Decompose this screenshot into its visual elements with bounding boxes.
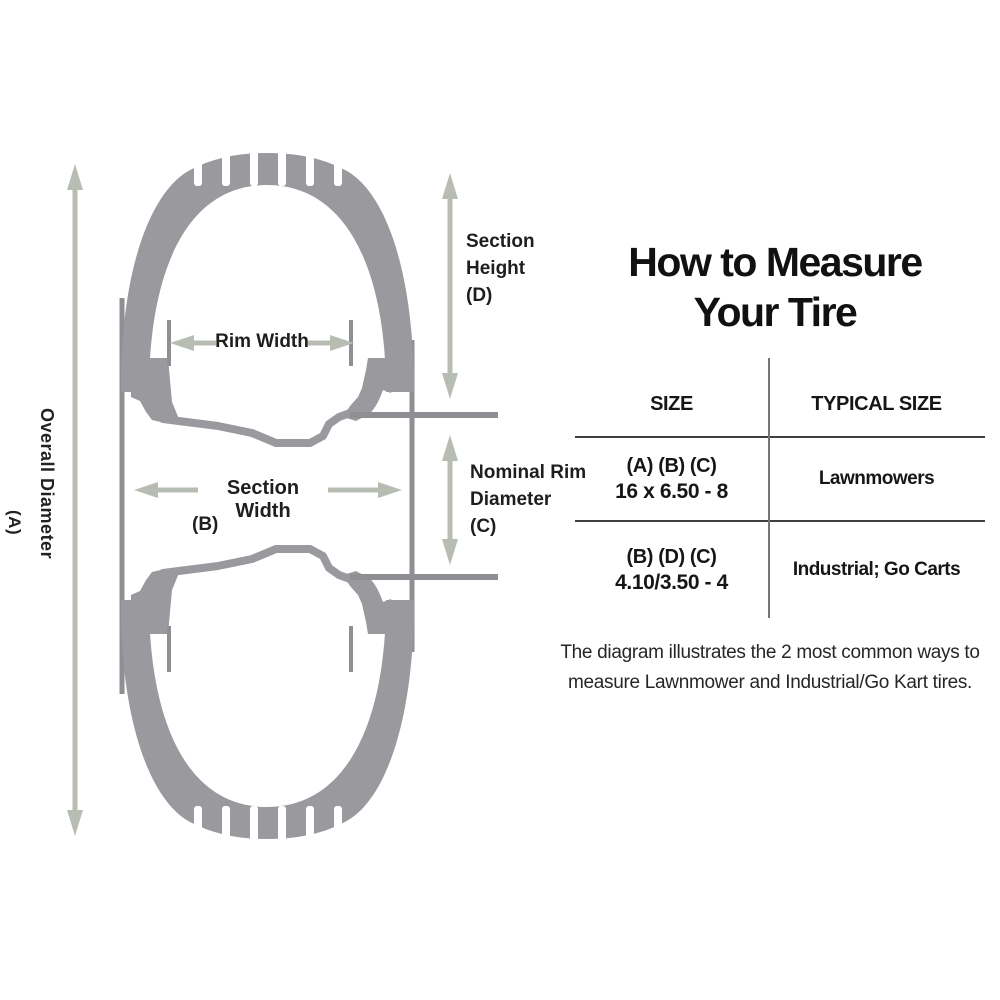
tire-upper-section	[121, 140, 498, 443]
panel-title	[555, 237, 995, 337]
section-height-key: (D)	[466, 285, 493, 306]
section-height-line2: Height	[466, 258, 526, 279]
table-row2-size-cell	[575, 522, 768, 618]
section-height-label	[466, 228, 535, 309]
panel-caption: The diagram illustrates the 2 most common ways to measure Lawnmower and Industrial/Go Kart tires.	[560, 642, 980, 693]
nominal-rim-key: (C)	[470, 516, 497, 537]
overall-diameter-label: Overall Diameter	[37, 408, 57, 560]
row1-measure-keys: (A) (B) (C)	[626, 455, 717, 477]
overall-diameter-arrow	[67, 164, 83, 836]
row1-typical-value: Lawnmowers	[818, 468, 935, 489]
panel-title-line1: How to Measure	[628, 239, 922, 285]
nominal-rim-diameter-label	[470, 459, 586, 540]
nominal-rim-line1: Nominal Rim	[470, 462, 587, 483]
section-width-key: (B)	[192, 514, 219, 535]
table-row1-typical-cell	[768, 438, 985, 522]
size-table	[575, 372, 985, 618]
section-height-line1: Section	[466, 231, 535, 252]
row2-typical-value: Industrial; Go Carts	[792, 559, 961, 580]
table-header-size: SIZE	[575, 372, 768, 438]
nominal-rim-line2: Diameter	[470, 489, 552, 510]
table-header-typical-size: TYPICAL SIZE	[768, 372, 985, 438]
row2-size-value: 4.10/3.50 - 4	[615, 571, 728, 594]
tire-lower-section	[121, 549, 498, 852]
nominal-rim-diameter-arrow	[442, 435, 458, 565]
rim-well-line	[163, 413, 350, 443]
panel-title-line2: Your Tire	[693, 289, 857, 335]
table-row2-typical-cell	[768, 522, 985, 618]
table-column-divider	[768, 358, 770, 618]
overall-diameter-key: (A)	[5, 510, 24, 536]
table-row1-size-cell	[575, 438, 768, 522]
section-width-label: Section Width	[226, 477, 300, 522]
row2-measure-keys: (B) (D) (C)	[626, 546, 717, 568]
rim-width-label: Rim Width	[215, 331, 309, 352]
section-height-arrow	[442, 173, 458, 399]
tire-torus	[121, 153, 414, 392]
row1-size-value: 16 x 6.50 - 8	[615, 480, 728, 503]
